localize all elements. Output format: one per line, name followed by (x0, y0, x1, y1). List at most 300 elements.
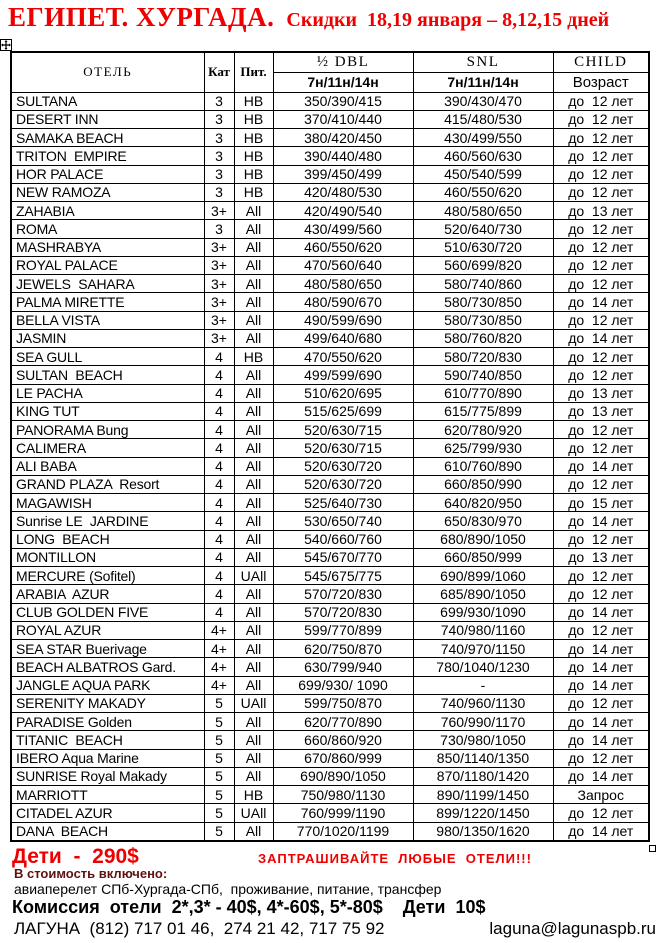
cell-meal: All (234, 256, 273, 274)
cell-child: до 12 лет (553, 110, 649, 128)
agency-contact-row (14, 919, 656, 939)
cell-meal: All (234, 220, 273, 238)
table-row (11, 822, 649, 841)
cell-snl: 610/770/890 (413, 384, 553, 402)
cell-meal: All (234, 311, 273, 329)
cell-hotel: LONG BEACH (11, 530, 204, 548)
cell-snl: 415/480/530 (413, 110, 553, 128)
price-table-header (11, 52, 649, 92)
table-row (11, 749, 649, 767)
cell-child: до 14 лет (553, 603, 649, 621)
cell-hotel: LE PACHA (11, 384, 204, 402)
cell-cat: 4 (204, 421, 234, 439)
cell-hotel: DESERT INN (11, 110, 204, 128)
cell-child: до 14 лет (553, 293, 649, 311)
cell-cat: 3 (204, 129, 234, 147)
cell-hotel: JASMIN (11, 329, 204, 347)
cell-child: до 12 лет (553, 129, 649, 147)
cell-hotel: DANA BEACH (11, 822, 204, 841)
cell-meal: All (234, 731, 273, 749)
cell-meal: All (234, 658, 273, 676)
table-row (11, 804, 649, 822)
cell-child: до 12 лет (553, 621, 649, 639)
cell-snl: 760/990/1170 (413, 713, 553, 731)
cell-meal: HB (234, 348, 273, 366)
cell-snl: 660/850/990 (413, 475, 553, 493)
cell-cat: 4 (204, 439, 234, 457)
column-header-child: CHILD (553, 52, 649, 72)
table-row (11, 786, 649, 804)
price-table-body (11, 92, 649, 841)
cell-meal: All (234, 202, 273, 220)
cell-hotel: ROYAL PALACE (11, 256, 204, 274)
cell-meal: All (234, 640, 273, 658)
cell-hotel: CALIMERA (11, 439, 204, 457)
table-row (11, 494, 649, 512)
table-row (11, 567, 649, 585)
table-row (11, 475, 649, 493)
cell-cat: 3 (204, 165, 234, 183)
cell-child: Запрос (553, 786, 649, 804)
cell-cat: 4 (204, 348, 234, 366)
price-table (10, 51, 650, 842)
cell-meal: All (234, 713, 273, 731)
cell-snl: 660/850/999 (413, 548, 553, 566)
cell-child: до 12 лет (553, 421, 649, 439)
cell-meal: UAll (234, 567, 273, 585)
cell-hotel: MONTILLON (11, 548, 204, 566)
table-row (11, 202, 649, 220)
cell-meal: All (234, 457, 273, 475)
cell-child: до 15 лет (553, 494, 649, 512)
cell-dbl: 370/410/440 (273, 110, 413, 128)
cell-hotel: ROMA (11, 220, 204, 238)
cell-snl: 580/730/850 (413, 311, 553, 329)
table-row (11, 512, 649, 530)
cell-snl: 740/960/1130 (413, 694, 553, 712)
agency-phone-numbers: ЛАГУНА (812) 717 01 46, 274 21 42, 717 75 92 (14, 919, 385, 938)
cell-meal: HB (234, 110, 273, 128)
cell-snl: 640/820/950 (413, 494, 553, 512)
cell-dbl: 480/580/650 (273, 275, 413, 293)
cell-meal: All (234, 238, 273, 256)
cell-cat: 5 (204, 804, 234, 822)
cell-dbl: 530/650/740 (273, 512, 413, 530)
commission-text: Комиссия отели 2*,3* - 40$, 4*-60$, 5*-80$ Дети 10$ (12, 897, 486, 917)
cell-dbl: 660/860/920 (273, 731, 413, 749)
page-subtitle: Скидки 18,19 января – 8,12,15 дней (286, 9, 610, 31)
page-title: ЕГИПЕТ. ХУРГАДА. (8, 2, 275, 32)
cell-meal: All (234, 621, 273, 639)
cell-cat: 4 (204, 457, 234, 475)
cell-dbl: 390/440/480 (273, 147, 413, 165)
cell-child: до 14 лет (553, 767, 649, 785)
table-row (11, 275, 649, 293)
cell-meal: All (234, 439, 273, 457)
cell-snl: - (413, 676, 553, 694)
page-header (8, 2, 656, 33)
cell-dbl: 750/980/1130 (273, 786, 413, 804)
cell-hotel: SUNRISE Royal Makady (11, 767, 204, 785)
cell-snl: 620/780/920 (413, 421, 553, 439)
table-row (11, 348, 649, 366)
cell-dbl: 460/550/620 (273, 238, 413, 256)
cell-hotel: SAMAKA BEACH (11, 129, 204, 147)
cell-meal: All (234, 329, 273, 347)
table-row (11, 238, 649, 256)
cell-snl: 685/890/1050 (413, 585, 553, 603)
cell-child: до 14 лет (553, 329, 649, 347)
cell-dbl: 499/599/690 (273, 366, 413, 384)
cell-child: до 13 лет (553, 384, 649, 402)
cell-meal: All (234, 530, 273, 548)
cell-child: до 12 лет (553, 92, 649, 110)
cell-meal: All (234, 585, 273, 603)
column-header-hotel: ОТЕЛЬ (11, 52, 204, 92)
cell-snl: 680/890/1050 (413, 530, 553, 548)
cell-dbl: 570/720/830 (273, 603, 413, 621)
move-icon (1, 40, 11, 50)
cell-snl: 580/740/860 (413, 275, 553, 293)
cell-cat: 3+ (204, 238, 234, 256)
cell-snl: 980/1350/1620 (413, 822, 553, 841)
cell-meal: All (234, 402, 273, 420)
cell-hotel: ARABIA AZUR (11, 585, 204, 603)
cell-dbl: 599/770/899 (273, 621, 413, 639)
cell-meal: All (234, 749, 273, 767)
cell-dbl: 470/560/640 (273, 256, 413, 274)
cell-snl: 430/499/550 (413, 129, 553, 147)
cell-dbl: 380/420/450 (273, 129, 413, 147)
cell-dbl: 525/640/730 (273, 494, 413, 512)
cell-cat: 5 (204, 767, 234, 785)
cell-hotel: SULTAN BEACH (11, 366, 204, 384)
cell-child: до 12 лет (553, 165, 649, 183)
cell-meal: HB (234, 165, 273, 183)
table-row (11, 421, 649, 439)
cell-child: до 13 лет (553, 202, 649, 220)
cell-cat: 4+ (204, 640, 234, 658)
cell-cat: 3+ (204, 293, 234, 311)
cell-snl: 450/540/599 (413, 165, 553, 183)
cell-meal: All (234, 512, 273, 530)
cell-hotel: CLUB GOLDEN FIVE (11, 603, 204, 621)
kids-price-text: Дети - 290$ (12, 845, 139, 868)
cell-hotel: SEA GULL (11, 348, 204, 366)
cell-hotel: PALMA MIRETTE (11, 293, 204, 311)
cell-snl: 590/740/850 (413, 366, 553, 384)
cell-dbl: 770/1020/1199 (273, 822, 413, 841)
cell-meal: All (234, 494, 273, 512)
cell-cat: 4 (204, 585, 234, 603)
cell-dbl: 540/660/760 (273, 530, 413, 548)
cell-snl: 390/430/470 (413, 92, 553, 110)
cell-cat: 3 (204, 183, 234, 201)
cell-meal: All (234, 275, 273, 293)
cell-hotel: JEWELS SAHARA (11, 275, 204, 293)
cell-snl: 510/630/720 (413, 238, 553, 256)
cell-child: до 12 лет (553, 147, 649, 165)
table-row (11, 640, 649, 658)
agency-email: laguna@lagunaspb.ru (489, 919, 656, 938)
cell-child: до 12 лет (553, 311, 649, 329)
cell-hotel: TITANIC BEACH (11, 731, 204, 749)
table-row (11, 92, 649, 110)
cell-snl: 560/699/820 (413, 256, 553, 274)
cell-snl: 730/980/1050 (413, 731, 553, 749)
cell-cat: 4 (204, 530, 234, 548)
table-row (11, 256, 649, 274)
cell-cat: 4 (204, 548, 234, 566)
cell-dbl: 690/890/1050 (273, 767, 413, 785)
cell-cat: 5 (204, 731, 234, 749)
cell-child: до 12 лет (553, 256, 649, 274)
cell-meal: All (234, 475, 273, 493)
table-move-handle[interactable] (0, 39, 12, 51)
cell-cat: 5 (204, 822, 234, 841)
cell-cat: 3+ (204, 202, 234, 220)
cell-child: до 12 лет (553, 348, 649, 366)
cell-child: до 14 лет (553, 713, 649, 731)
table-row (11, 694, 649, 712)
cell-meal: All (234, 421, 273, 439)
cell-child: до 14 лет (553, 731, 649, 749)
cell-hotel: Sunrise LE JARDINE (11, 512, 204, 530)
cell-snl: 580/720/830 (413, 348, 553, 366)
table-row (11, 713, 649, 731)
cell-cat: 5 (204, 694, 234, 712)
cell-cat: 4+ (204, 676, 234, 694)
cell-child: до 12 лет (553, 183, 649, 201)
cell-dbl: 350/390/415 (273, 92, 413, 110)
cell-dbl: 570/720/830 (273, 585, 413, 603)
cell-cat: 4 (204, 402, 234, 420)
cell-child: до 12 лет (553, 238, 649, 256)
cell-hotel: JANGLE AQUA PARK (11, 676, 204, 694)
cell-meal: All (234, 293, 273, 311)
cell-meal: UAll (234, 694, 273, 712)
column-header-meal: Пит. (234, 52, 273, 92)
cell-meal: HB (234, 147, 273, 165)
cell-dbl: 520/630/715 (273, 439, 413, 457)
cell-meal: HB (234, 92, 273, 110)
cell-hotel: GRAND PLAZA Resort (11, 475, 204, 493)
cell-dbl: 515/625/699 (273, 402, 413, 420)
cell-hotel: ALI BABA (11, 457, 204, 475)
cell-child: до 12 лет (553, 220, 649, 238)
cell-hotel: PANORAMA Bung (11, 421, 204, 439)
cell-child: до 12 лет (553, 366, 649, 384)
cell-meal: All (234, 384, 273, 402)
cell-meal: All (234, 676, 273, 694)
cell-dbl: 430/499/560 (273, 220, 413, 238)
cell-cat: 3+ (204, 311, 234, 329)
cell-hotel: SEA STAR Buerivage (11, 640, 204, 658)
cell-child: до 14 лет (553, 676, 649, 694)
cell-cat: 4 (204, 512, 234, 530)
table-row (11, 311, 649, 329)
table-row (11, 329, 649, 347)
column-header-half-dbl: ½ DBL (273, 52, 413, 72)
cell-dbl: 520/630/715 (273, 421, 413, 439)
cell-cat: 5 (204, 713, 234, 731)
cell-snl: 480/580/650 (413, 202, 553, 220)
table-row (11, 676, 649, 694)
cell-snl: 625/799/930 (413, 439, 553, 457)
cell-dbl: 545/675/775 (273, 567, 413, 585)
cell-hotel: MASHRABYA (11, 238, 204, 256)
table-row (11, 129, 649, 147)
cell-snl: 610/760/890 (413, 457, 553, 475)
cell-cat: 3+ (204, 256, 234, 274)
table-row (11, 621, 649, 639)
cell-dbl: 470/550/620 (273, 348, 413, 366)
cell-snl: 580/730/850 (413, 293, 553, 311)
table-row (11, 402, 649, 420)
cell-snl: 870/1180/1420 (413, 767, 553, 785)
cell-child: до 13 лет (553, 402, 649, 420)
column-subheader-dbl-nights: 7н/11н/14н (273, 72, 413, 92)
cell-hotel: PARADISE Golden (11, 713, 204, 731)
table-row (11, 110, 649, 128)
cell-dbl: 545/670/770 (273, 548, 413, 566)
table-row (11, 384, 649, 402)
cell-hotel: SERENITY MAKADY (11, 694, 204, 712)
cell-hotel: MERCURE (Sofitel) (11, 567, 204, 585)
cell-child: до 12 лет (553, 804, 649, 822)
cell-hotel: HOR PALACE (11, 165, 204, 183)
table-row (11, 585, 649, 603)
cell-dbl: 670/860/999 (273, 749, 413, 767)
cell-snl: 520/640/730 (413, 220, 553, 238)
cell-hotel: IBERO Aqua Marine (11, 749, 204, 767)
cell-meal: All (234, 767, 273, 785)
cell-cat: 5 (204, 749, 234, 767)
cell-child: до 14 лет (553, 640, 649, 658)
cell-snl: 850/1140/1350 (413, 749, 553, 767)
cell-child: до 12 лет (553, 694, 649, 712)
cell-snl: 740/980/1160 (413, 621, 553, 639)
cell-hotel: ROYAL AZUR (11, 621, 204, 639)
column-header-category: Кат (204, 52, 234, 92)
cell-cat: 3 (204, 220, 234, 238)
cell-child: до 14 лет (553, 822, 649, 841)
cell-snl: 899/1220/1450 (413, 804, 553, 822)
cell-dbl: 599/750/870 (273, 694, 413, 712)
cell-dbl: 760/999/1190 (273, 804, 413, 822)
cell-hotel: TRITON EMPIRE (11, 147, 204, 165)
table-resize-handle[interactable] (649, 845, 656, 852)
cell-cat: 4 (204, 494, 234, 512)
cell-hotel: KING TUT (11, 402, 204, 420)
cell-cat: 4 (204, 366, 234, 384)
cell-dbl: 420/480/530 (273, 183, 413, 201)
cell-child: до 14 лет (553, 658, 649, 676)
cell-dbl: 490/599/690 (273, 311, 413, 329)
cell-dbl: 699/930/ 1090 (273, 676, 413, 694)
cell-cat: 4 (204, 384, 234, 402)
table-row (11, 165, 649, 183)
cell-child: до 12 лет (553, 585, 649, 603)
column-subheader-snl-nights: 7н/11н/14н (413, 72, 553, 92)
cell-dbl: 620/750/870 (273, 640, 413, 658)
cell-cat: 4+ (204, 658, 234, 676)
table-row (11, 366, 649, 384)
included-label: В стоимость включено: (14, 866, 168, 881)
table-row (11, 731, 649, 749)
cell-cat: 4 (204, 603, 234, 621)
cell-child: до 13 лет (553, 548, 649, 566)
cell-meal: UAll (234, 804, 273, 822)
cell-cat: 4 (204, 475, 234, 493)
cell-cat: 4+ (204, 621, 234, 639)
cell-hotel: MARRIOTT (11, 786, 204, 804)
cell-cat: 3 (204, 147, 234, 165)
cell-meal: All (234, 366, 273, 384)
cell-meal: All (234, 603, 273, 621)
cell-cat: 4 (204, 567, 234, 585)
cell-child: до 12 лет (553, 275, 649, 293)
cell-hotel: CITADEL AZUR (11, 804, 204, 822)
cell-snl: 699/930/1090 (413, 603, 553, 621)
cell-dbl: 480/590/670 (273, 293, 413, 311)
cell-dbl: 399/450/499 (273, 165, 413, 183)
cell-hotel: MAGAWISH (11, 494, 204, 512)
cell-cat: 3+ (204, 275, 234, 293)
table-row (11, 457, 649, 475)
table-row (11, 293, 649, 311)
cell-child: до 12 лет (553, 475, 649, 493)
cell-child: до 12 лет (553, 530, 649, 548)
cell-snl: 780/1040/1230 (413, 658, 553, 676)
cell-dbl: 420/490/540 (273, 202, 413, 220)
cell-cat: 5 (204, 786, 234, 804)
cell-dbl: 620/770/890 (273, 713, 413, 731)
cell-snl: 690/899/1060 (413, 567, 553, 585)
cell-snl: 580/760/820 (413, 329, 553, 347)
table-row (11, 183, 649, 201)
column-subheader-child-age: Возраст (553, 72, 649, 92)
cell-dbl: 520/630/720 (273, 475, 413, 493)
cell-child: до 12 лет (553, 749, 649, 767)
header-row-top (11, 52, 649, 72)
cell-cat: 3+ (204, 329, 234, 347)
cell-child: до 14 лет (553, 457, 649, 475)
cell-hotel: BEACH ALBATROS Gard. (11, 658, 204, 676)
cell-meal: HB (234, 183, 273, 201)
cell-dbl: 499/640/680 (273, 329, 413, 347)
cell-hotel: NEW RAMOZA (11, 183, 204, 201)
table-row (11, 658, 649, 676)
cell-meal: All (234, 548, 273, 566)
cell-meal: All (234, 822, 273, 841)
table-row (11, 530, 649, 548)
table-row (11, 220, 649, 238)
cell-snl: 650/830/970 (413, 512, 553, 530)
cell-meal: HB (234, 129, 273, 147)
cell-hotel: ZAHABIA (11, 202, 204, 220)
cell-hotel: SULTANA (11, 92, 204, 110)
cell-snl: 740/970/1150 (413, 640, 553, 658)
column-header-snl: SNL (413, 52, 553, 72)
cell-snl: 460/550/620 (413, 183, 553, 201)
cell-cat: 3 (204, 110, 234, 128)
cell-dbl: 510/620/695 (273, 384, 413, 402)
cell-child: до 14 лет (553, 512, 649, 530)
cell-child: до 12 лет (553, 439, 649, 457)
request-any-hotels-text: ЗАПТРАШИВАЙТЕ ЛЮБЫЕ ОТЕЛИ!!! (258, 851, 532, 866)
table-row (11, 147, 649, 165)
